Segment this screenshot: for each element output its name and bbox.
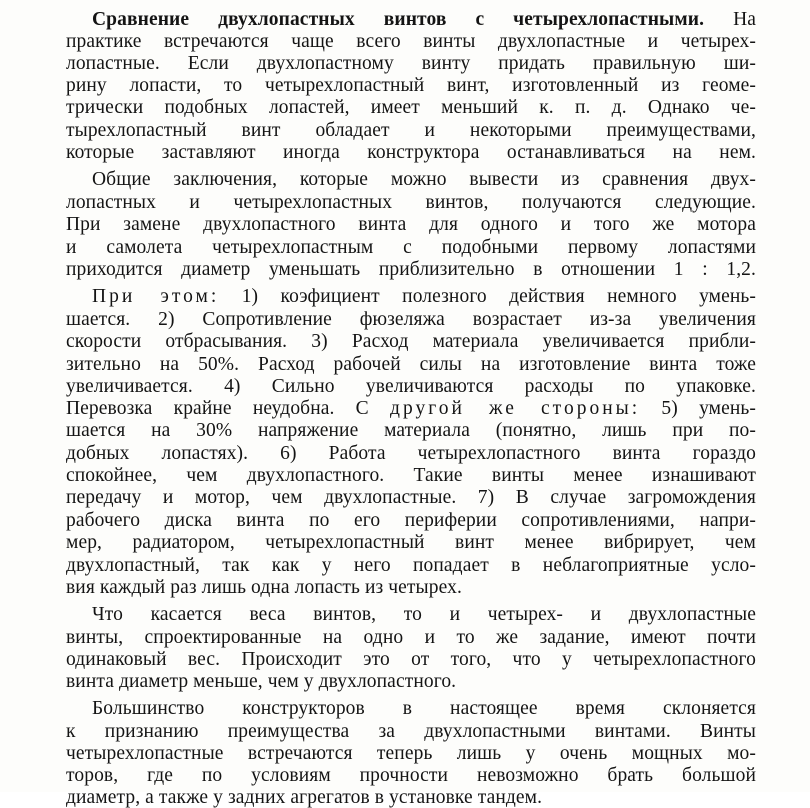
line-6-start: Перевозка крайне неудобна. С xyxy=(66,398,369,419)
paragraph-5-last-line: диаметр, а также у задних агрегатов в установке тандем. xyxy=(66,787,543,808)
paragraph-1-line: тырехлопастный винт обладает и некоторыми преимуществами, xyxy=(66,120,756,141)
paragraph-3-line-1-rest: 1) коэфициент полезного действия немного умень- xyxy=(241,286,756,307)
paragraph-2-line: лопастных и четырехлопастных винтов, получаются следующие. xyxy=(66,192,756,213)
paragraph-3-first-line xyxy=(92,286,756,307)
paragraph-3-mixed-line xyxy=(66,398,756,419)
line-6-end: 5) умень- xyxy=(661,398,756,419)
paragraph-1-line-1-rest: На xyxy=(733,9,756,30)
paragraph-1-line: трически подобных лопастей, имеет меньший к. п. д. Однако че- xyxy=(66,97,756,118)
paragraph-3-line: шается. 2) Сопротивление фюзеляжа возрастает из-за увеличения xyxy=(66,309,756,330)
paragraph-5-line: Большинство конструкторов в настоящее время склоняется xyxy=(92,698,756,719)
line-6-spaced-phrase: другой же стороны: xyxy=(390,398,641,419)
paragraph-3-line: увеличивается. 4) Сильно увеличиваются расходы по упаковке. xyxy=(66,376,756,397)
paragraph-5-line: четырехлопастные встречаются теперь лишь у очень мощных мо- xyxy=(66,743,756,764)
paragraph-3-line: зительно на 50%. Расход рабочей силы на изготовление винта тоже xyxy=(66,354,756,375)
paragraph-3-line: добных лопастях). 6) Работа четырехлопастного винта гораздо xyxy=(66,443,756,464)
paragraph-4-last-line: винта диаметр меньше, чем у двухлопастного. xyxy=(66,671,457,692)
paragraph-2-line: и самолета четырехлопастным с подобными первому лопастями xyxy=(66,237,756,258)
section-heading-line xyxy=(92,9,756,30)
paragraph-2-line: При замене двухлопастного винта для одного и того же мотора xyxy=(66,214,756,235)
paragraph-4-line: Что касается веса винтов, то и четырех- и двухлопастные xyxy=(92,604,756,625)
paragraph-1-line: практике встречаются чаще всего винты двухлопастные и четырех- xyxy=(66,31,756,52)
paragraph-3-line: мер, радиатором, четырехлопастный винт менее вибрирует, чем xyxy=(66,532,756,553)
paragraph-5-line: к признанию преимущества за двухлопастными винтами. Винты xyxy=(66,721,756,742)
paragraph-3-line: скорости отбрасывания. 3) Расход материала увеличивается прибли- xyxy=(66,331,756,352)
paragraph-4-line: винты, спроектированные на одно и то же задание, имеют почти xyxy=(66,627,756,648)
paragraph-3-line: спокойнее, чем двухлопастного. Такие винты менее изнашивают xyxy=(66,465,756,486)
paragraph-1-line: рину лопасти, то четырехлопастный винт, изготовленный из геоме- xyxy=(66,75,756,96)
paragraph-3-line: шается на 30% напряжение материала (понятно, лишь при по- xyxy=(66,420,756,441)
paragraph-3-line: рабочего диска винта по его периферии сопротивлениями, напри- xyxy=(66,510,756,531)
lead-spaced-phrase: При этом: xyxy=(92,286,220,307)
paragraph-1-line: лопастные. Если двухлопастному винту придать правильную ши- xyxy=(66,53,756,74)
paragraph-1-line: которые заставляют иногда конструктора останавливаться на нем. xyxy=(66,142,756,163)
paragraph-2-line: приходится диаметр уменьшать приблизительно в отношении 1 : 1,2. xyxy=(66,259,756,280)
paragraph-4-line: одинаковый вес. Происходит это от того, что у четырехлопастного xyxy=(66,649,756,670)
section-title: Сравнение двухлопастных винтов с четырехлопастными. xyxy=(92,9,705,30)
paragraph-3-last-line: вия каждый раз лишь одна лопасть из четырех. xyxy=(66,577,462,598)
paragraph-3-line: передачу и мотор, чем двухлопастные. 7) В случае загромождения xyxy=(66,487,756,508)
paragraph-2-line: Общие заключения, которые можно вывести из сравнения двух- xyxy=(92,169,756,190)
paragraph-3-line: двухлопастный, так как у него попадает в неблагоприятные усло- xyxy=(66,555,756,576)
paragraph-5-line: торов, где по условиям прочности невозможно брать большой xyxy=(66,765,756,786)
